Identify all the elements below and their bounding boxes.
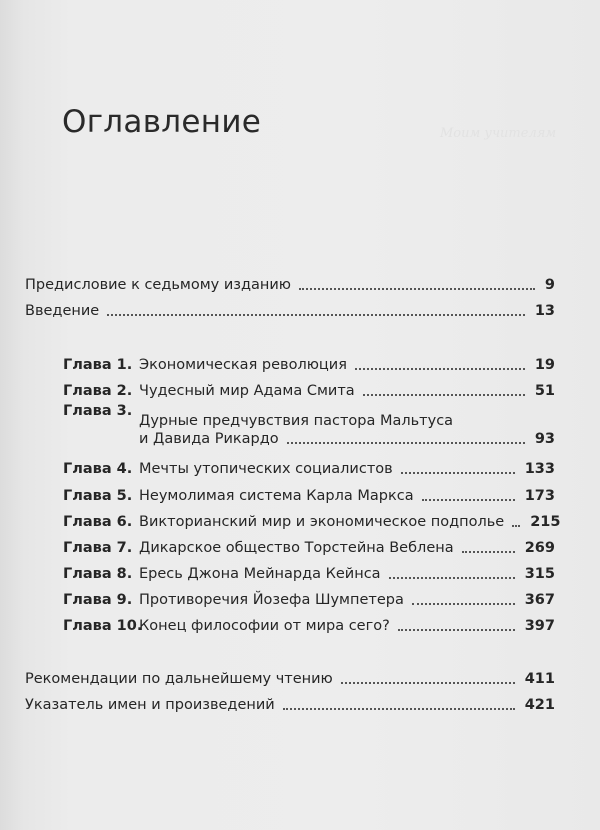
entry-page: 397 <box>524 618 555 634</box>
toc-entry-chapter-6[interactable] <box>63 507 561 531</box>
toc-entry-chapter-5[interactable] <box>63 481 555 505</box>
dot-leader <box>462 551 515 553</box>
dot-leader <box>422 499 515 501</box>
dot-leader <box>283 708 515 710</box>
bleed-through-text: Моим учителям <box>440 126 557 141</box>
entry-title-block <box>139 412 555 448</box>
dot-leader <box>363 394 525 396</box>
entry-title: Предисловие к седьмому изданию <box>25 277 292 293</box>
toc-entry-chapter-9[interactable] <box>63 585 555 609</box>
toc-entry-chapter-7[interactable] <box>63 533 555 557</box>
toc-entry-chapter-8[interactable] <box>63 559 555 583</box>
chapter-number: Глава 8. <box>63 566 133 582</box>
chapter-number: Глава 3. <box>63 403 133 419</box>
entry-title: Дикарское общество Торстейна Веблена <box>139 540 454 556</box>
entry-title: Указатель имен и произведений <box>25 697 275 713</box>
toc-entry-chapter-1[interactable] <box>63 350 555 374</box>
entry-page: 215 <box>530 514 561 530</box>
entry-page: 315 <box>524 566 555 582</box>
toc-entry-index[interactable] <box>25 690 555 714</box>
toc-entry-chapter-10[interactable] <box>63 611 555 635</box>
toc-entry-chapter-2[interactable] <box>63 376 555 400</box>
entry-page: 173 <box>524 488 555 504</box>
entry-title: Экономическая революция <box>139 357 347 373</box>
chapter-number: Глава 5. <box>63 488 133 504</box>
entry-title-line2-row <box>139 430 555 448</box>
page-title: Оглавление <box>62 104 262 140</box>
chapter-number: Глава 9. <box>63 592 133 608</box>
dot-leader <box>299 288 535 290</box>
entry-title: Чудесный мир Адама Смита <box>139 383 355 399</box>
entry-page: 421 <box>524 697 555 713</box>
entry-title: Викторианский мир и экономическое подполье <box>139 514 505 530</box>
entry-title: Мечты утопических социалистов <box>139 461 393 477</box>
dot-leader <box>355 368 525 370</box>
entry-title-line1: Дурные предчувствия пастора Мальтуса <box>139 413 454 429</box>
toc-entry-chapter-3[interactable] <box>63 402 555 448</box>
entry-title: Конец философии от мира сего? <box>139 618 390 634</box>
dot-leader <box>412 603 515 605</box>
entry-title: Введение <box>25 303 100 319</box>
dot-leader <box>287 442 525 444</box>
dot-leader <box>398 629 515 631</box>
entry-page: 269 <box>524 540 555 556</box>
entry-page: 19 <box>534 357 555 373</box>
chapter-number: Глава 6. <box>63 514 133 530</box>
entry-title-line2: и Давида Рикардо <box>139 431 279 447</box>
entry-title: Рекомендации по дальнейшему чтению <box>25 671 333 687</box>
entry-page: 411 <box>524 671 555 687</box>
dot-leader <box>341 682 515 684</box>
toc-entry-introduction[interactable] <box>25 296 555 320</box>
entry-page: 93 <box>534 431 555 447</box>
entry-page: 133 <box>524 461 555 477</box>
entry-title: Неумолимая система Карла Маркса <box>139 488 414 504</box>
dot-leader <box>401 472 515 474</box>
chapter-number: Глава 4. <box>63 461 133 477</box>
dot-leader <box>389 577 515 579</box>
entry-title: Противоречия Йозефа Шумпетера <box>139 592 404 608</box>
chapter-number: Глава 2. <box>63 383 133 399</box>
entry-title: Ересь Джона Мейнарда Кейнса <box>139 566 381 582</box>
entry-page: 13 <box>534 303 555 319</box>
toc-entry-further-reading[interactable] <box>25 664 555 688</box>
chapter-number: Глава 10. <box>63 618 143 634</box>
toc-entry-preface[interactable] <box>25 270 555 294</box>
chapter-number: Глава 1. <box>63 357 133 373</box>
entry-page: 51 <box>534 383 555 399</box>
dot-leader <box>512 525 520 527</box>
toc-entry-chapter-4[interactable] <box>63 454 555 478</box>
entry-page: 9 <box>544 277 555 293</box>
dot-leader <box>107 314 525 316</box>
entry-page: 367 <box>524 592 555 608</box>
chapter-number: Глава 7. <box>63 540 133 556</box>
